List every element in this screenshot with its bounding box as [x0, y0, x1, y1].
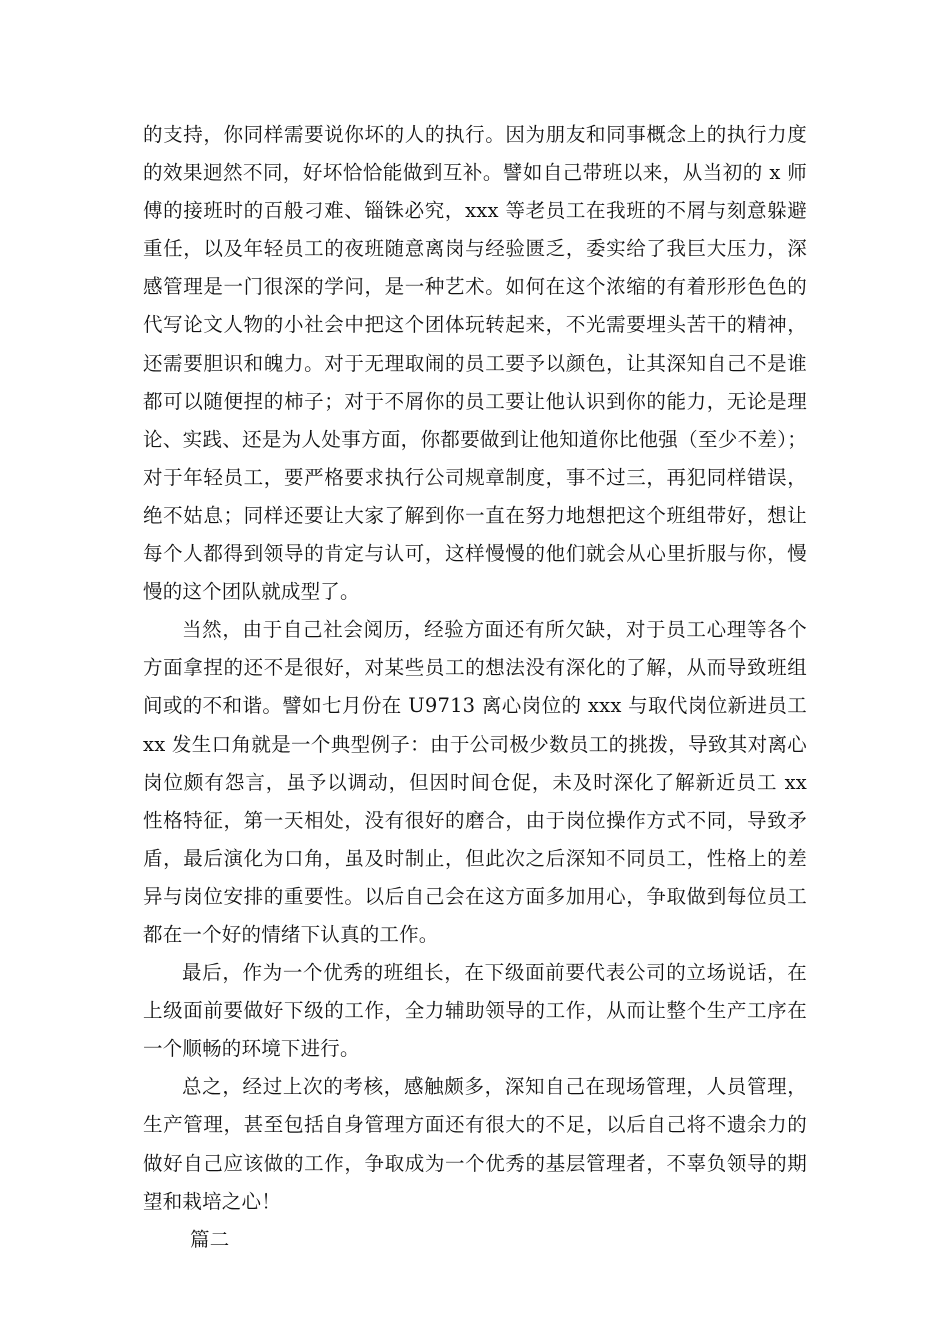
- body-paragraph-3: 最后，作为一个优秀的班组长，在下级面前要代表公司的立场说话，在上级面前要做好下级的工作，全力辅助领导的工作，从而让整个生产工序在一个顺畅的环境下进行。: [143, 961, 807, 1061]
- body-paragraph-4: 总之，经过上次的考核，感触颇多，深知自己在现场管理，人员管理，生产管理，甚至包括自身管理方面还有很大的不足，以后自己将不遗余力的做好自己应该做的工作，争取成为一个优秀的基层管理者，不辜负领导的期望和栽培之心！: [143, 1075, 807, 1213]
- body-paragraph-1: 的支持，你同样需要说你坏的人的执行。因为朋友和同事概念上的执行力度的效果迥然不同，好坏恰恰能做到互补。譬如自己带班以来，从当初的 x 师傅的接班时的百般刁难、锱铢必究，xxx 等老员工在我班的不屑与刻意躲避重任，以及年轻员工的夜班随意离岗与经验匮乏，委实给了我巨大压力，深感管理是一门很深的学问，是一种艺术。如何在这个浓缩的有着形形色色的代写论文人物的小社会中把这个团体玩转起来，不光需要埋头苦干的精神，还需要胆识和魄力。对于无理取闹的员工要予以颜色，让其深知自己不是谁都可以随便捏的柿子；对于不屑你的员工要让他认识到你的能力，无论是理论、实践、还是为人处事方面，你都要做到让他知道你比他强（至少不差）；对于年轻员工，要严格要求执行公司规章制度，事不过三，再犯同样错误，绝不姑息；同样还要让大家了解到你一直在努力地想把这个班组带好，想让每个人都得到领导的肯定与认可，这样慢慢的他们就会从心里折服与你，慢慢的这个团队就成型了。: [143, 123, 807, 604]
- body-paragraph-2: 当然，由于自己社会阅历，经验方面还有所欠缺，对于员工心理等各个方面拿捏的还不是很好，对某些员工的想法没有深化的了解，从而导致班组间或的不和谐。譬如七月份在 U9713 离心岗位的 xxx 与取代岗位新进员工 xx 发生口角就是一个典型例子：由于公司极少数员工的挑拨，导致其对离心岗位颇有怨言，虽予以调动，但因时间仓促，未及时深化了解新近员工 xx 性格特征，第一天相处，没有很好的磨合，由于岗位操作方式不同，导致矛盾，最后演化为口角，虽及时制止，但此次之后深知不同员工，性格上的差异与岗位安排的重要性。以后自己会在这方面多加用心，争取做到每位员工都在一个好的情绪下认真的工作。: [143, 618, 807, 946]
- section-heading: 篇二: [190, 1227, 230, 1251]
- document-page: [143, 116, 807, 1259]
